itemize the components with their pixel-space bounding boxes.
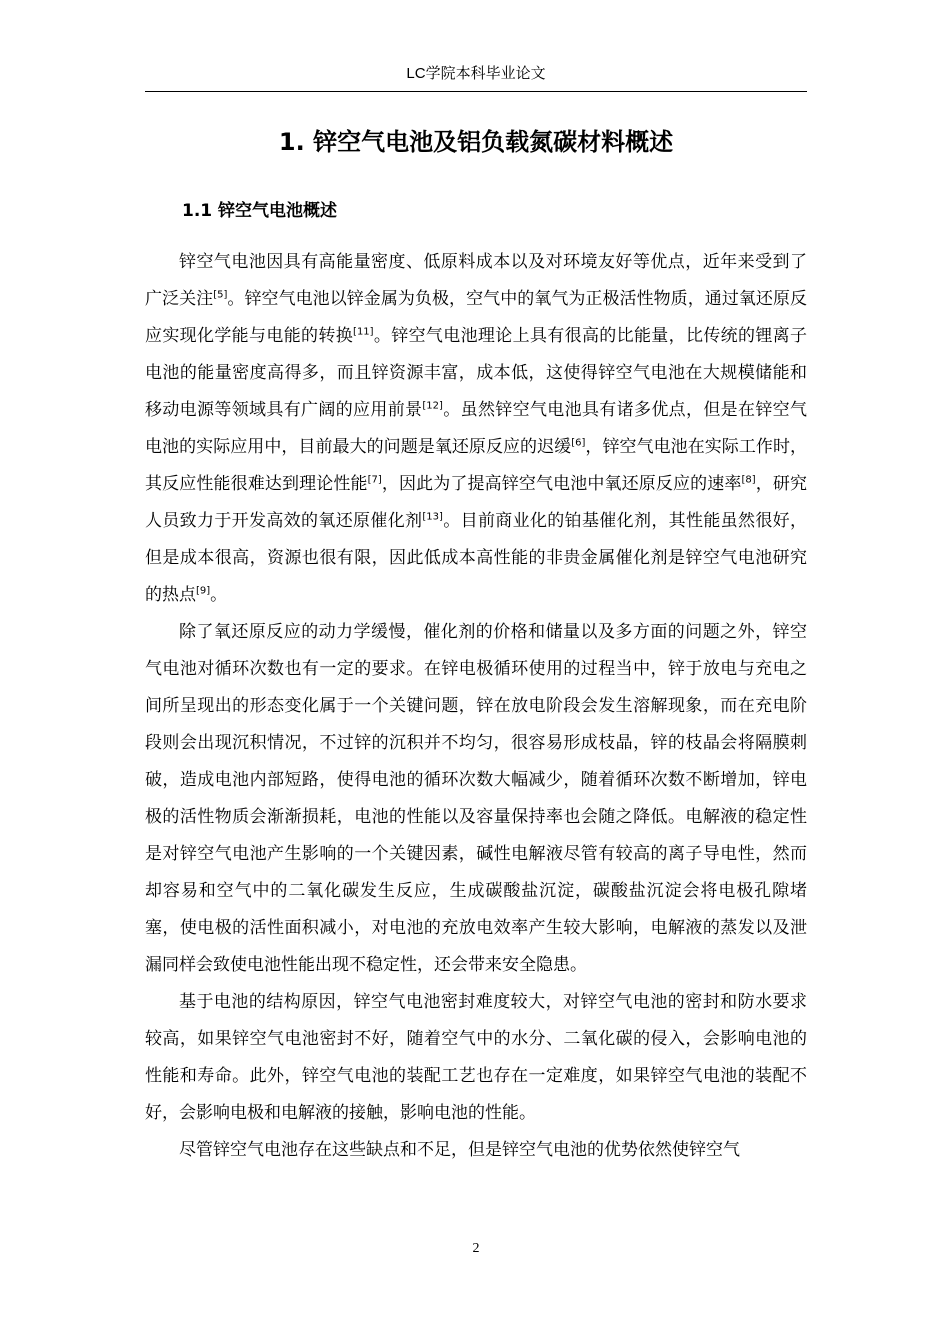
paragraph-text: 。目前商业化的铂基催化剂，其性能虽然很好，但是成本很高，资源也很有限，因此低成本高性能的非贵金属催化剂是锌空气电池研究的热点 (145, 511, 808, 605)
header-divider (145, 91, 807, 92)
paragraph (145, 614, 807, 984)
paragraph-text: 。 (210, 585, 228, 605)
paragraph-text: 基于电池的结构原因，锌空气电池密封难度较大，对锌空气电池的密封和防水要求较高，如果锌空气电池密封不好，随着空气中的水分、二氧化碳的侵入，会影响电池的性能和寿命。此外，锌空气电池的装配工艺也存在一定难度，如果锌空气电池的装配不好，会影响电极和电解液的接触，影响电池的性能。 (145, 992, 807, 1123)
citation-ref[interactable]: [7] (367, 474, 382, 486)
section-heading: 1.1 锌空气电池概述 (182, 201, 338, 221)
citation-ref[interactable]: [8] (741, 474, 756, 486)
paragraph-text: 。锌空气电池理论上具有很高的比能量，比传统的锂离子电池的能量密度高得多，而且锌资源丰富，成本低，这使得锌空气电池在大规模储能和移动电源等领域具有广阔的应用前景 (145, 326, 808, 420)
paragraph-text: 除了氧还原反应的动力学缓慢，催化剂的价格和储量以及多方面的问题之外，锌空气电池对循环次数也有一定的要求。在锌电极循环使用的过程当中，锌于放电与充电之间所呈现出的形态变化属于一个关键问题，锌在放电阶段会发生溶解现象，而在充电阶段则会出现沉积情况，不过锌的沉积并不均匀，很容易形成枝晶，锌的枝晶会将隔膜刺破，造成电池内部短路，使得电池的循环次数大幅减少，随着循环次数不断增加，锌电极的活性物质会渐渐损耗，电池的性能以及容量保持率也会随之降低。电解液的稳定性是对锌空气电池产生影响的一个关键因素，碱性电解液尽管有较高的离子导电性，然而却容易和空气中的二氧化碳发生反应，生成碳酸盐沉淀，碳酸盐沉淀会将电极孔隙堵塞，使电极的活性面积减小，对电池的充放电效率产生较大影响，电解液的蒸发以及泄漏同样会致使电池性能出现不稳定性，还会带来安全隐患。 (145, 622, 807, 975)
paragraph-text: ，研究人员致力于开发高效的氧还原催化剂 (145, 474, 808, 531)
citation-ref[interactable]: [5] (213, 289, 228, 301)
paragraph (145, 244, 807, 614)
citation-ref[interactable]: [9] (196, 585, 211, 597)
running-header: LC学院本科毕业论文 (406, 65, 546, 82)
paragraph-text: 锌空气电池因具有高能量密度、低原料成本以及对环境友好等优点，近年来受到了广泛关注 (145, 252, 807, 309)
chapter-title: 1. 锌空气电池及铝负载氮碳材料概述 (278, 128, 674, 156)
paragraph (145, 984, 807, 1132)
citation-ref[interactable]: [6] (571, 437, 586, 449)
page-number: 2 (472, 1241, 480, 1256)
citation-ref[interactable]: [12] (422, 400, 443, 412)
citation-ref[interactable]: [11] (353, 326, 374, 338)
citation-ref[interactable]: [13] (422, 511, 443, 523)
paragraph-text: 。锌空气电池以锌金属为负极，空气中的氧气为正极活性物质，通过氧还原反应实现化学能与电能的转换 (145, 289, 808, 346)
paragraph (145, 1132, 807, 1169)
paragraph-text: 。虽然锌空气电池具有诸多优点，但是在锌空气电池的实际应用中，目前最大的问题是氧还原反应的迟缓 (145, 400, 808, 457)
body-text (145, 244, 807, 1169)
paragraph-text: 尽管锌空气电池存在这些缺点和不足，但是锌空气电池的优势依然使锌空气 (179, 1140, 740, 1160)
paragraph-text: ，锌空气电池在实际工作时，其反应性能很难达到理论性能 (145, 437, 808, 494)
paragraph-text: ，因此为了提高锌空气电池中氧还原反应的速率 (381, 474, 742, 494)
